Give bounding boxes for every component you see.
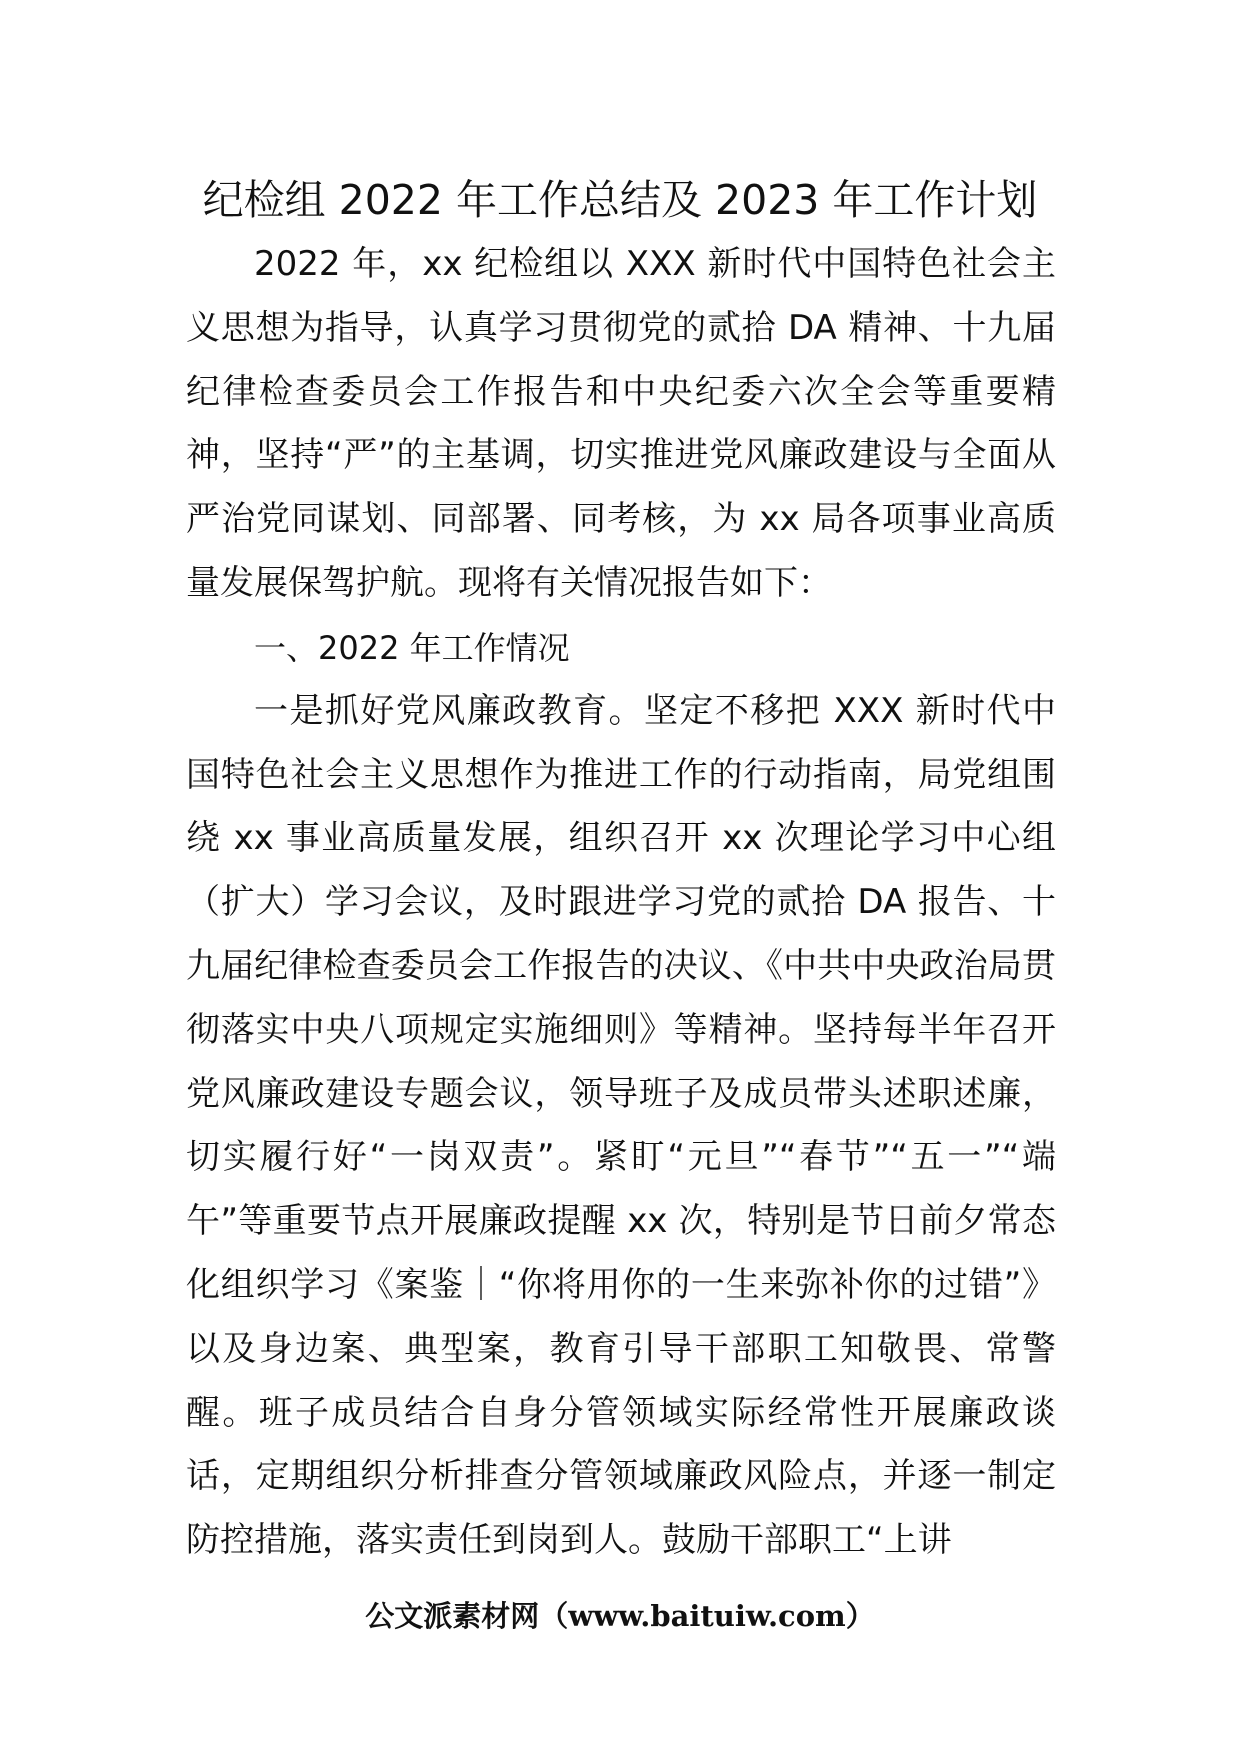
document-title: 纪检组 2022 年工作总结及 2023 年工作计划 bbox=[202, 176, 1038, 224]
section-paragraph: 一是抓好党风廉政教育。坚定不移把 XXX 新时代中国特色社会主义思想作为推进工作的行动指南，局党组围绕 xx 事业高质量发展，组织召开 xx 次理论学习中心组（扩大）学习会议，及时跟进学习党的贰拾 DA 报告、十九届纪律检查委员会工作报告的决议、《中共中央政治局贯彻落实中央八项规定实施细则》等精神。坚持每半年召开党风廉政建设专题会议，领导班子及成员带头述职述廉，切实履行好“一岗双责”。紧盯“元旦”“春节”“五一”“端午”等重要节点开展廉政提醒 xx 次，特别是节日前夕常态化组织学习《案鉴｜“你将用你的一生来弥补你的过错”》以及身边案、典型案，教育引导干部职工知敬畏、常警醒。班子成员结合自身分管领域实际经常性开展廉政谈话，定期组织分析排查分管领域廉政风险点，并逐一制定防控措施，落实责任到岗到人。鼓励干部职工“上讲 bbox=[186, 690, 1056, 1561]
footer-watermark: 公文派素材网（www.baituiw.com） bbox=[365, 1599, 875, 1633]
section-heading: 一、2022 年工作情况 bbox=[254, 628, 570, 667]
intro-paragraph: 2022 年，xx 纪检组以 XXX 新时代中国特色社会主义思想为指导，认真学习贯彻党的贰拾 DA 精神、十九届纪律检查委员会工作报告和中央纪委六次全会等重要精神，坚持“严”的主基调，切实推进党风廉政建设与全面从严治党同谋划、同部署、同考核，为 xx 局各项事业高质量发展保驾护航。现将有关情况报告如下： bbox=[186, 244, 1056, 603]
document-body bbox=[186, 233, 1056, 1573]
